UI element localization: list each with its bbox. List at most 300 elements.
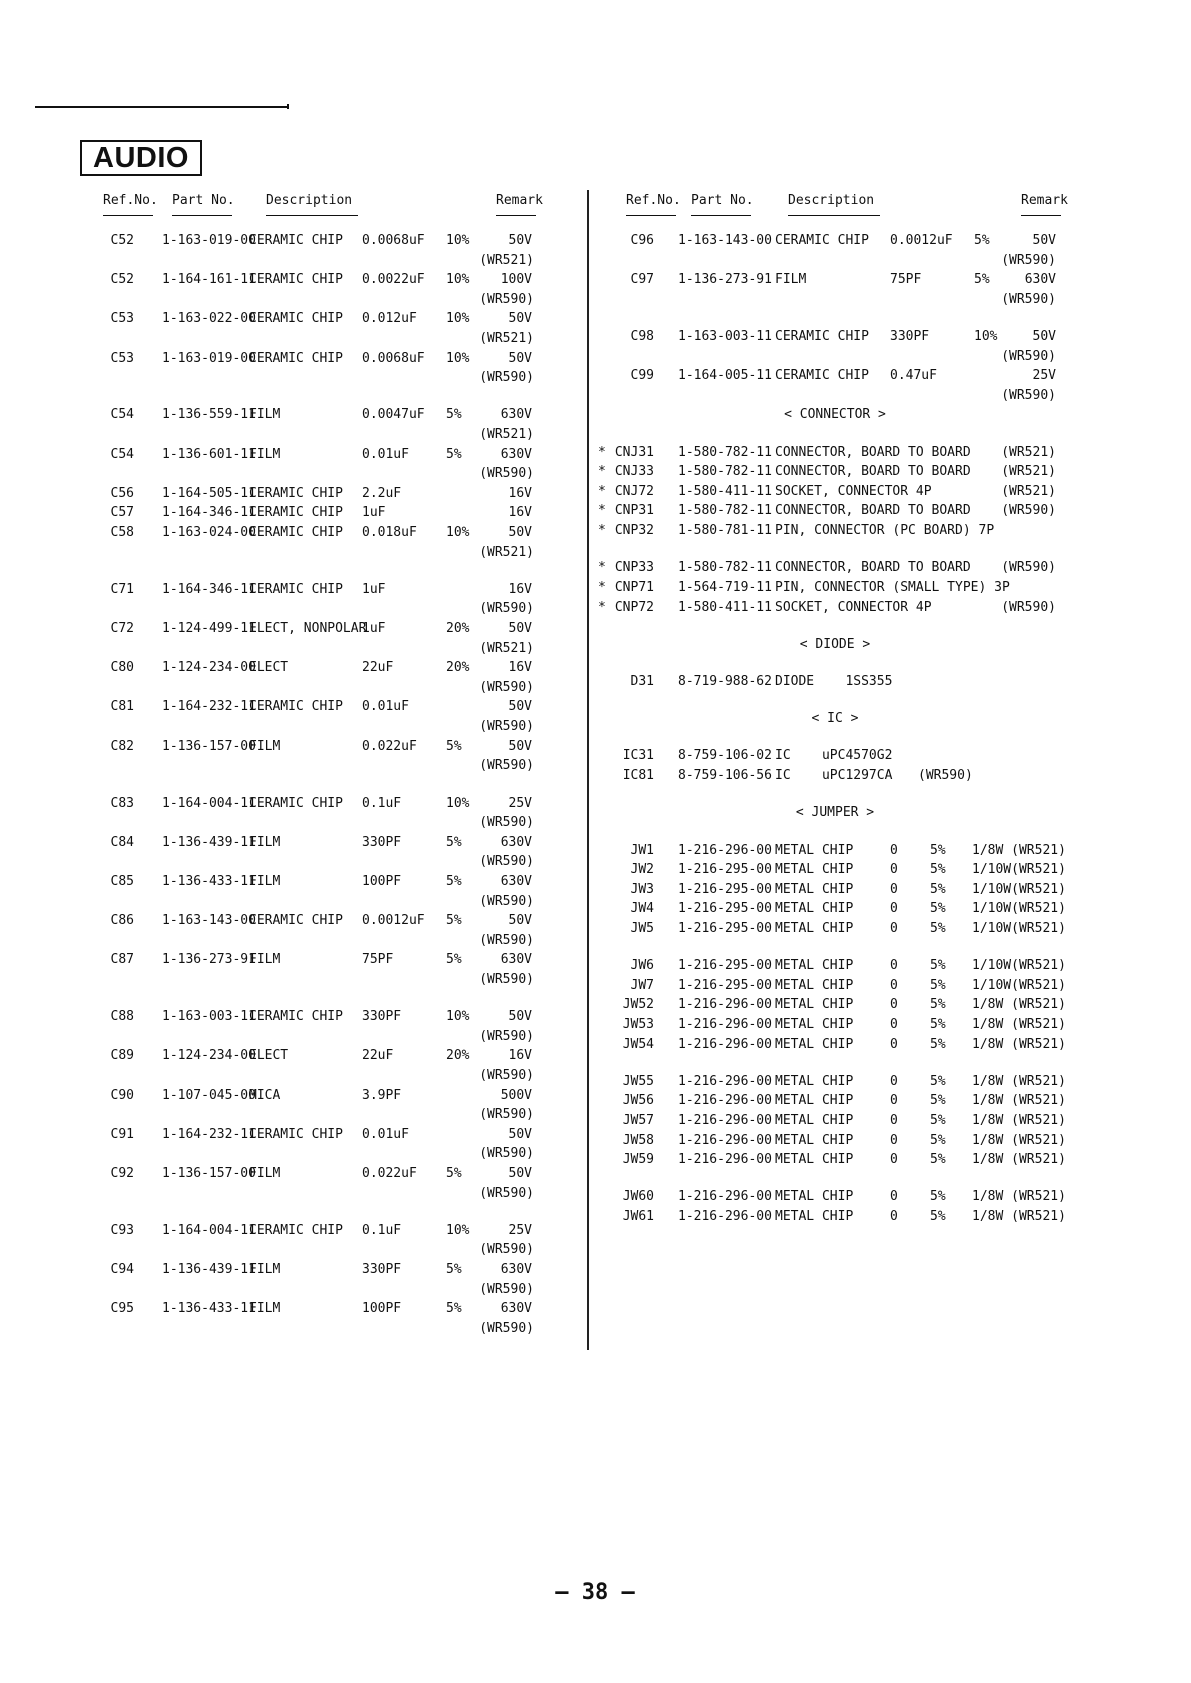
section-title: AUDIO xyxy=(80,140,202,176)
remark: (WR521) xyxy=(1001,464,1056,480)
parts-row xyxy=(598,899,1068,919)
part-no: 1-216-296-00 xyxy=(678,1113,772,1129)
voltage: 16V xyxy=(508,581,532,597)
description: METAL CHIP xyxy=(775,920,854,936)
value: 330PF xyxy=(362,1009,402,1025)
parts-row xyxy=(598,956,1068,976)
ref-no: C88 xyxy=(110,1009,134,1025)
description: SOCKET, CONNECTOR 4P xyxy=(775,599,932,615)
tolerance: 5% xyxy=(930,1036,946,1052)
header-underline xyxy=(691,215,751,216)
top-rule xyxy=(35,106,289,108)
value: 1uF xyxy=(362,621,386,637)
part-no: 1-216-295-00 xyxy=(678,881,772,897)
remark: (WR590) xyxy=(479,815,534,831)
part-no: 1-163-024-00 xyxy=(162,525,256,541)
parts-row xyxy=(598,578,1068,598)
parts-row xyxy=(86,231,606,251)
ref-no: C85 xyxy=(110,873,134,889)
part-no: 1-216-295-00 xyxy=(678,977,772,993)
parts-row xyxy=(598,1150,1068,1170)
parts-row xyxy=(86,523,606,543)
part-no: 1-164-346-11 xyxy=(162,505,256,521)
rating-remark: 1/8W (WR521) xyxy=(972,1113,1066,1129)
parts-row xyxy=(86,1260,606,1280)
ref-no: JW4 xyxy=(630,901,654,917)
part-no: 1-136-601-11 xyxy=(162,446,256,462)
voltage: 50V xyxy=(508,350,532,366)
parts-row xyxy=(598,860,1068,880)
description: FILM xyxy=(249,873,281,889)
description: METAL CHIP xyxy=(775,1152,854,1168)
rating-remark: 1/10W(WR521) xyxy=(972,901,1066,917)
part-no: 1-136-439-11 xyxy=(162,834,256,850)
voltage: 50V xyxy=(508,1009,532,1025)
description: METAL CHIP xyxy=(775,1093,854,1109)
header-description: Description xyxy=(788,193,875,208)
voltage: 630V xyxy=(500,952,532,968)
ref-no: JW53 xyxy=(622,1017,654,1032)
description: CERAMIC CHIP xyxy=(775,368,869,384)
description: CERAMIC CHIP xyxy=(249,913,343,929)
parts-row xyxy=(86,309,606,329)
parts-row xyxy=(598,1015,1068,1035)
voltage: 25V xyxy=(508,795,532,811)
ref-no: IC81 xyxy=(622,768,654,784)
parts-row xyxy=(86,1240,606,1260)
tolerance: 5% xyxy=(446,407,462,423)
remark: (WR521) xyxy=(479,331,534,346)
tolerance: 5% xyxy=(930,1209,946,1225)
part-no: 1-164-505-11 xyxy=(162,485,256,501)
remark: (WR590) xyxy=(479,370,534,386)
ref-no: C97 xyxy=(630,272,654,288)
part-no: 1-163-143-00 xyxy=(678,233,772,248)
ref-no: CNP32 xyxy=(614,523,654,539)
header-part-no: Part No. xyxy=(691,193,754,208)
tolerance: 5% xyxy=(446,1165,462,1181)
rating-remark: 1/8W (WR521) xyxy=(972,1132,1066,1148)
part-no: 1-580-782-11 xyxy=(678,560,772,576)
parts-row xyxy=(86,349,606,369)
remark: (WR590) xyxy=(479,601,534,617)
tolerance: 5% xyxy=(974,272,990,288)
tolerance: 5% xyxy=(446,873,462,889)
group-heading: < CONNECTOR > xyxy=(784,407,886,423)
remark: (WR590) xyxy=(479,932,534,948)
ref-no: C95 xyxy=(110,1301,134,1317)
parts-row xyxy=(598,598,1068,618)
safety-mark: * xyxy=(598,464,606,480)
header-ref-no: Ref.No. xyxy=(626,193,681,208)
parts-row xyxy=(86,543,606,563)
rating-remark: 1/10W(WR521) xyxy=(972,881,1066,897)
header-underline xyxy=(103,215,153,216)
voltage: 630V xyxy=(1024,272,1056,288)
description: METAL CHIP xyxy=(775,1017,854,1032)
ref-no: C93 xyxy=(110,1222,134,1238)
ref-no: C96 xyxy=(630,233,654,248)
value: 0 xyxy=(890,997,898,1013)
parts-row xyxy=(598,672,1068,692)
description: PIN, CONNECTOR (SMALL TYPE) 3P xyxy=(775,579,1010,595)
description: FILM xyxy=(249,1262,281,1277)
part-no: 1-164-005-11 xyxy=(678,368,772,384)
tolerance: 5% xyxy=(930,977,946,993)
tolerance: 5% xyxy=(930,842,946,858)
ref-no: JW55 xyxy=(622,1073,654,1089)
tolerance: 5% xyxy=(446,446,462,462)
description: CERAMIC CHIP xyxy=(249,1009,343,1025)
parts-row xyxy=(86,1221,606,1241)
parts-row xyxy=(86,1066,606,1086)
part-no: 1-216-295-00 xyxy=(678,920,772,936)
tolerance: 5% xyxy=(446,738,462,754)
header-underline xyxy=(266,215,358,216)
ref-no: C56 xyxy=(110,485,134,501)
tolerance: 20% xyxy=(446,621,470,637)
description: METAL CHIP xyxy=(775,1113,854,1129)
description: CERAMIC CHIP xyxy=(249,350,343,366)
ref-no: JW1 xyxy=(630,842,654,858)
value: 0 xyxy=(890,1189,898,1205)
rating-remark: 1/8W (WR521) xyxy=(972,1017,1066,1032)
ref-no: JW61 xyxy=(622,1209,654,1225)
parts-row xyxy=(86,368,606,388)
remark: (WR521) xyxy=(479,640,534,656)
parts-row xyxy=(86,464,606,484)
voltage: 630V xyxy=(500,873,532,889)
ref-no: JW59 xyxy=(622,1152,654,1168)
description: CERAMIC CHIP xyxy=(775,233,869,248)
part-no: 1-107-045-00 xyxy=(162,1087,256,1103)
description: METAL CHIP xyxy=(775,997,854,1013)
part-no: 1-163-022-00 xyxy=(162,311,256,327)
parts-row xyxy=(86,1086,606,1106)
value: 0 xyxy=(890,1132,898,1148)
description: METAL CHIP xyxy=(775,977,854,993)
parts-row xyxy=(86,599,606,619)
parts-row xyxy=(598,1091,1068,1111)
value: 3.9PF xyxy=(362,1087,402,1103)
parts-row xyxy=(86,445,606,465)
header-underline xyxy=(788,215,880,216)
description: PIN, CONNECTOR (PC BOARD) 7P xyxy=(775,523,995,539)
part-no: 1-136-157-00 xyxy=(162,1165,256,1181)
tolerance: 10% xyxy=(446,1009,470,1025)
remark: (WR590) xyxy=(479,893,534,909)
voltage: 16V xyxy=(508,660,532,676)
voltage: 630V xyxy=(500,1262,532,1277)
remark: (WR590) xyxy=(479,679,534,695)
description: METAL CHIP xyxy=(775,842,854,858)
remark: (WR590) xyxy=(1001,503,1056,519)
parts-row xyxy=(86,639,606,659)
ref-no: C80 xyxy=(110,660,134,676)
description: FILM xyxy=(249,407,281,423)
parts-row xyxy=(86,1144,606,1164)
part-no: 1-136-273-91 xyxy=(678,272,772,288)
voltage: 100V xyxy=(500,272,532,288)
tolerance: 5% xyxy=(930,1017,946,1032)
value: 0.1uF xyxy=(362,795,402,811)
remark: (WR590) xyxy=(918,768,973,784)
voltage: 500V xyxy=(500,1087,532,1103)
part-no: 1-124-499-11 xyxy=(162,621,256,637)
value: 0.47uF xyxy=(890,368,937,384)
ref-no: JW2 xyxy=(630,862,654,878)
part-no: 1-216-296-00 xyxy=(678,1132,772,1148)
ref-no: C86 xyxy=(110,913,134,929)
ref-no: IC31 xyxy=(622,748,654,764)
parts-row xyxy=(598,841,1068,861)
ref-no: C54 xyxy=(110,446,134,462)
description: FILM xyxy=(249,738,281,754)
parts-row xyxy=(598,462,1068,482)
parts-row xyxy=(86,484,606,504)
description: CERAMIC CHIP xyxy=(249,233,343,248)
ref-no: C92 xyxy=(110,1165,134,1181)
tolerance: 5% xyxy=(930,958,946,974)
parts-row xyxy=(86,329,606,349)
ref-no: C58 xyxy=(110,525,134,541)
value: 0.0068uF xyxy=(362,233,425,248)
safety-mark: * xyxy=(598,523,606,539)
part-no: 1-164-232-11 xyxy=(162,1126,256,1142)
value: 1uF xyxy=(362,581,386,597)
safety-mark: * xyxy=(598,579,606,595)
parts-row xyxy=(86,678,606,698)
tolerance: 5% xyxy=(930,1093,946,1109)
description: ELECT xyxy=(249,660,289,676)
tolerance: 5% xyxy=(930,1132,946,1148)
rating-remark: 1/8W (WR521) xyxy=(972,997,1066,1013)
value: 0.1uF xyxy=(362,1222,402,1238)
part-no: 1-216-296-00 xyxy=(678,1152,772,1168)
ref-no: C53 xyxy=(110,311,134,327)
value: 0 xyxy=(890,1113,898,1129)
part-no: 1-136-433-11 xyxy=(162,873,256,889)
remark: (WR590) xyxy=(479,1242,534,1258)
ref-no: C53 xyxy=(110,350,134,366)
parts-row xyxy=(598,1131,1068,1151)
tolerance: 5% xyxy=(930,920,946,936)
parts-row xyxy=(598,1072,1068,1092)
remark: (WR590) xyxy=(479,719,534,735)
rating-remark: 1/10W(WR521) xyxy=(972,862,1066,878)
parts-row xyxy=(86,911,606,931)
description: MICA xyxy=(249,1087,281,1103)
description: CERAMIC CHIP xyxy=(249,311,343,327)
remark: (WR521) xyxy=(1001,483,1056,499)
description: METAL CHIP xyxy=(775,1209,854,1225)
parts-row xyxy=(86,290,606,310)
description: CERAMIC CHIP xyxy=(775,329,869,345)
remark: (WR590) xyxy=(479,971,534,987)
rating-remark: 1/8W (WR521) xyxy=(972,1209,1066,1225)
ref-no: CNJ33 xyxy=(614,464,654,480)
part-no: 1-163-003-11 xyxy=(678,329,772,345)
ref-no: C99 xyxy=(630,368,654,384)
ref-no: C87 xyxy=(110,952,134,968)
part-no: 1-580-782-11 xyxy=(678,444,772,460)
header-underline xyxy=(1021,215,1061,216)
parts-row xyxy=(598,976,1068,996)
parts-row xyxy=(598,251,1068,271)
ref-no: JW52 xyxy=(622,997,654,1013)
ref-no: CNP72 xyxy=(614,599,654,615)
ref-no: C81 xyxy=(110,699,134,715)
part-no: 1-124-234-00 xyxy=(162,660,256,676)
value: 0.0012uF xyxy=(890,233,953,248)
description: CONNECTOR, BOARD TO BOARD xyxy=(775,503,971,519)
part-no: 1-580-782-11 xyxy=(678,464,772,480)
tolerance: 10% xyxy=(446,272,470,288)
remark: (WR590) xyxy=(479,291,534,307)
tolerance: 5% xyxy=(930,881,946,897)
safety-mark: * xyxy=(598,599,606,615)
part-no: 1-136-559-11 xyxy=(162,407,256,423)
description: CERAMIC CHIP xyxy=(249,525,343,541)
rating-remark: 1/10W(WR521) xyxy=(972,977,1066,993)
tolerance: 10% xyxy=(974,329,998,345)
rating-remark: 1/8W (WR521) xyxy=(972,842,1066,858)
voltage: 630V xyxy=(500,1301,532,1317)
value: 0 xyxy=(890,977,898,993)
part-no: 1-216-296-00 xyxy=(678,1036,772,1052)
part-no: 1-216-296-00 xyxy=(678,1209,772,1225)
tolerance: 5% xyxy=(930,1189,946,1205)
parts-row xyxy=(86,813,606,833)
voltage: 50V xyxy=(508,233,532,248)
part-no: 1-164-346-11 xyxy=(162,581,256,597)
parts-row xyxy=(598,443,1068,463)
header-part-no: Part No. xyxy=(172,193,235,208)
part-no: 1-164-161-11 xyxy=(162,272,256,288)
description: FILM xyxy=(249,1301,281,1317)
part-no: 1-136-157-00 xyxy=(162,738,256,754)
voltage: 630V xyxy=(500,834,532,850)
parts-row xyxy=(598,270,1068,290)
parts-row xyxy=(86,1105,606,1125)
remark: (WR521) xyxy=(479,252,534,268)
parts-row xyxy=(598,880,1068,900)
group-heading: < DIODE > xyxy=(799,636,871,652)
description: METAL CHIP xyxy=(775,958,854,974)
value: 0.0068uF xyxy=(362,350,425,366)
value: 0 xyxy=(890,842,898,858)
tolerance: 20% xyxy=(446,660,470,676)
parts-row xyxy=(598,347,1068,367)
description: FILM xyxy=(249,834,281,850)
description: METAL CHIP xyxy=(775,862,854,878)
part-no: 1-124-234-00 xyxy=(162,1048,256,1064)
tolerance: 10% xyxy=(446,795,470,811)
description: CONNECTOR, BOARD TO BOARD xyxy=(775,560,971,576)
tolerance: 5% xyxy=(446,913,462,929)
value: 100PF xyxy=(362,873,402,889)
voltage: 50V xyxy=(1032,329,1056,345)
part-no: 1-216-296-00 xyxy=(678,997,772,1013)
value: 0 xyxy=(890,901,898,917)
remark: (WR590) xyxy=(1001,252,1056,268)
parts-row xyxy=(86,503,606,523)
remark: (WR590) xyxy=(479,1146,534,1162)
ref-no: CNP31 xyxy=(614,503,654,519)
part-no: 1-216-295-00 xyxy=(678,901,772,917)
value: 0 xyxy=(890,1036,898,1052)
part-no: 1-580-411-11 xyxy=(678,483,772,499)
description: METAL CHIP xyxy=(775,1132,854,1148)
parts-row xyxy=(86,872,606,892)
ref-no: CNP71 xyxy=(614,579,654,595)
description: METAL CHIP xyxy=(775,1073,854,1089)
safety-mark: * xyxy=(598,503,606,519)
parts-row xyxy=(86,794,606,814)
description: CERAMIC CHIP xyxy=(249,1222,343,1238)
parts-row xyxy=(598,1207,1068,1227)
value: 0 xyxy=(890,1209,898,1225)
parts-row xyxy=(86,833,606,853)
voltage: 50V xyxy=(508,913,532,929)
ref-no: C82 xyxy=(110,738,134,754)
ref-no: CNJ72 xyxy=(614,483,654,499)
description: ELECT xyxy=(249,1048,289,1064)
parts-row xyxy=(86,1027,606,1047)
part-no: 1-163-143-00 xyxy=(162,913,256,929)
description: SOCKET, CONNECTOR 4P xyxy=(775,483,932,499)
page-number: — 38 — xyxy=(555,1580,635,1605)
voltage: 630V xyxy=(500,446,532,462)
tolerance: 5% xyxy=(930,997,946,1013)
parts-row xyxy=(598,1111,1068,1131)
tolerance: 10% xyxy=(446,233,470,248)
header-remark: Remark xyxy=(496,193,543,208)
parts-row xyxy=(86,1319,606,1339)
part-no: 1-580-782-11 xyxy=(678,503,772,519)
voltage: 25V xyxy=(1032,368,1056,384)
tolerance: 5% xyxy=(446,952,462,968)
description: FILM xyxy=(249,1165,281,1181)
value: 330PF xyxy=(362,834,402,850)
value: 22uF xyxy=(362,1048,394,1064)
description: CONNECTOR, BOARD TO BOARD xyxy=(775,444,971,460)
ref-no: JW58 xyxy=(622,1132,654,1148)
remark: (WR590) xyxy=(1001,348,1056,364)
ref-no: CNJ31 xyxy=(614,444,654,460)
voltage: 25V xyxy=(508,1222,532,1238)
ref-no: JW54 xyxy=(622,1036,654,1052)
value: 0 xyxy=(890,1073,898,1089)
parts-row xyxy=(86,931,606,951)
description: CERAMIC CHIP xyxy=(249,699,343,715)
parts-row xyxy=(598,1035,1068,1055)
description: FILM xyxy=(249,952,281,968)
ref-no: JW57 xyxy=(622,1113,654,1129)
part-no: 1-216-296-00 xyxy=(678,842,772,858)
ref-no: C98 xyxy=(630,329,654,345)
parts-row xyxy=(598,995,1068,1015)
parts-row xyxy=(86,717,606,737)
parts-row xyxy=(86,270,606,290)
description: FILM xyxy=(249,446,281,462)
value: 1uF xyxy=(362,505,386,521)
parts-row xyxy=(86,737,606,757)
voltage: 16V xyxy=(508,1048,532,1064)
parts-row xyxy=(86,852,606,872)
tolerance: 10% xyxy=(446,311,470,327)
part-no: 1-164-004-11 xyxy=(162,1222,256,1238)
